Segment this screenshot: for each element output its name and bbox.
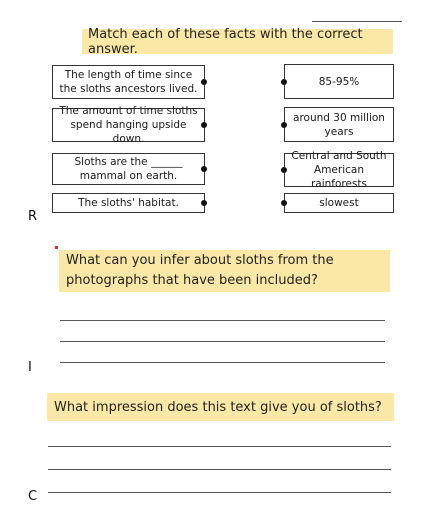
infer-question-text: What can you infer about sloths from the photographs that have been included? [66,253,334,288]
answer-text: 85-95% [318,75,360,88]
answer-line[interactable] [48,469,391,470]
fact-text: Sloths are the ______ mammal on earth. [74,156,183,182]
answer-line[interactable] [48,446,391,447]
answer-box-years[interactable] [284,107,394,142]
answer-line[interactable] [48,492,391,493]
answer-text: around 30 million years [293,111,385,138]
connector-dot[interactable] [201,79,207,85]
fact-box-upside-down[interactable] [52,105,205,145]
answer-box-rainforests[interactable] [284,150,394,190]
answer-line[interactable] [60,320,385,321]
connector-dot[interactable] [281,200,287,206]
fact-text: The length of time since the sloths ancestors lived. [59,69,198,95]
connector-dot[interactable] [281,122,287,128]
answer-text: Central and South American rainforests [291,150,387,190]
connector-dot[interactable] [281,167,287,173]
answer-text: slowest [319,197,359,209]
top-answer-line[interactable] [312,21,402,22]
connector-dot[interactable] [201,200,207,206]
answer-box-percent[interactable] [284,64,394,99]
fact-box-habitat[interactable] [52,193,205,213]
match-instruction-banner [82,26,393,57]
connector-dot[interactable] [201,166,207,172]
answer-line[interactable] [60,341,385,342]
match-instruction-text: Match each of these facts with the correct answer. [88,26,363,57]
infer-question-banner [59,250,390,292]
fact-text: The sloths' habitat. [78,197,179,209]
fact-text: The amount of time sloths spend hanging upside down. [59,105,198,145]
impression-question-banner [47,393,394,421]
fact-box-ancestors[interactable] [52,65,205,99]
fact-box-slowest-blank[interactable] [52,153,205,185]
answer-box-slowest[interactable] [284,193,394,213]
margin-letter-i: I [28,360,32,375]
connector-dot[interactable] [281,79,287,85]
answer-line[interactable] [60,362,385,363]
margin-letter-c: C [28,489,38,504]
margin-letter-r: R [28,209,38,224]
connector-dot[interactable] [201,122,207,128]
impression-question-text: What impression does this text give you of sloths? [54,399,382,415]
red-mark [55,246,58,249]
